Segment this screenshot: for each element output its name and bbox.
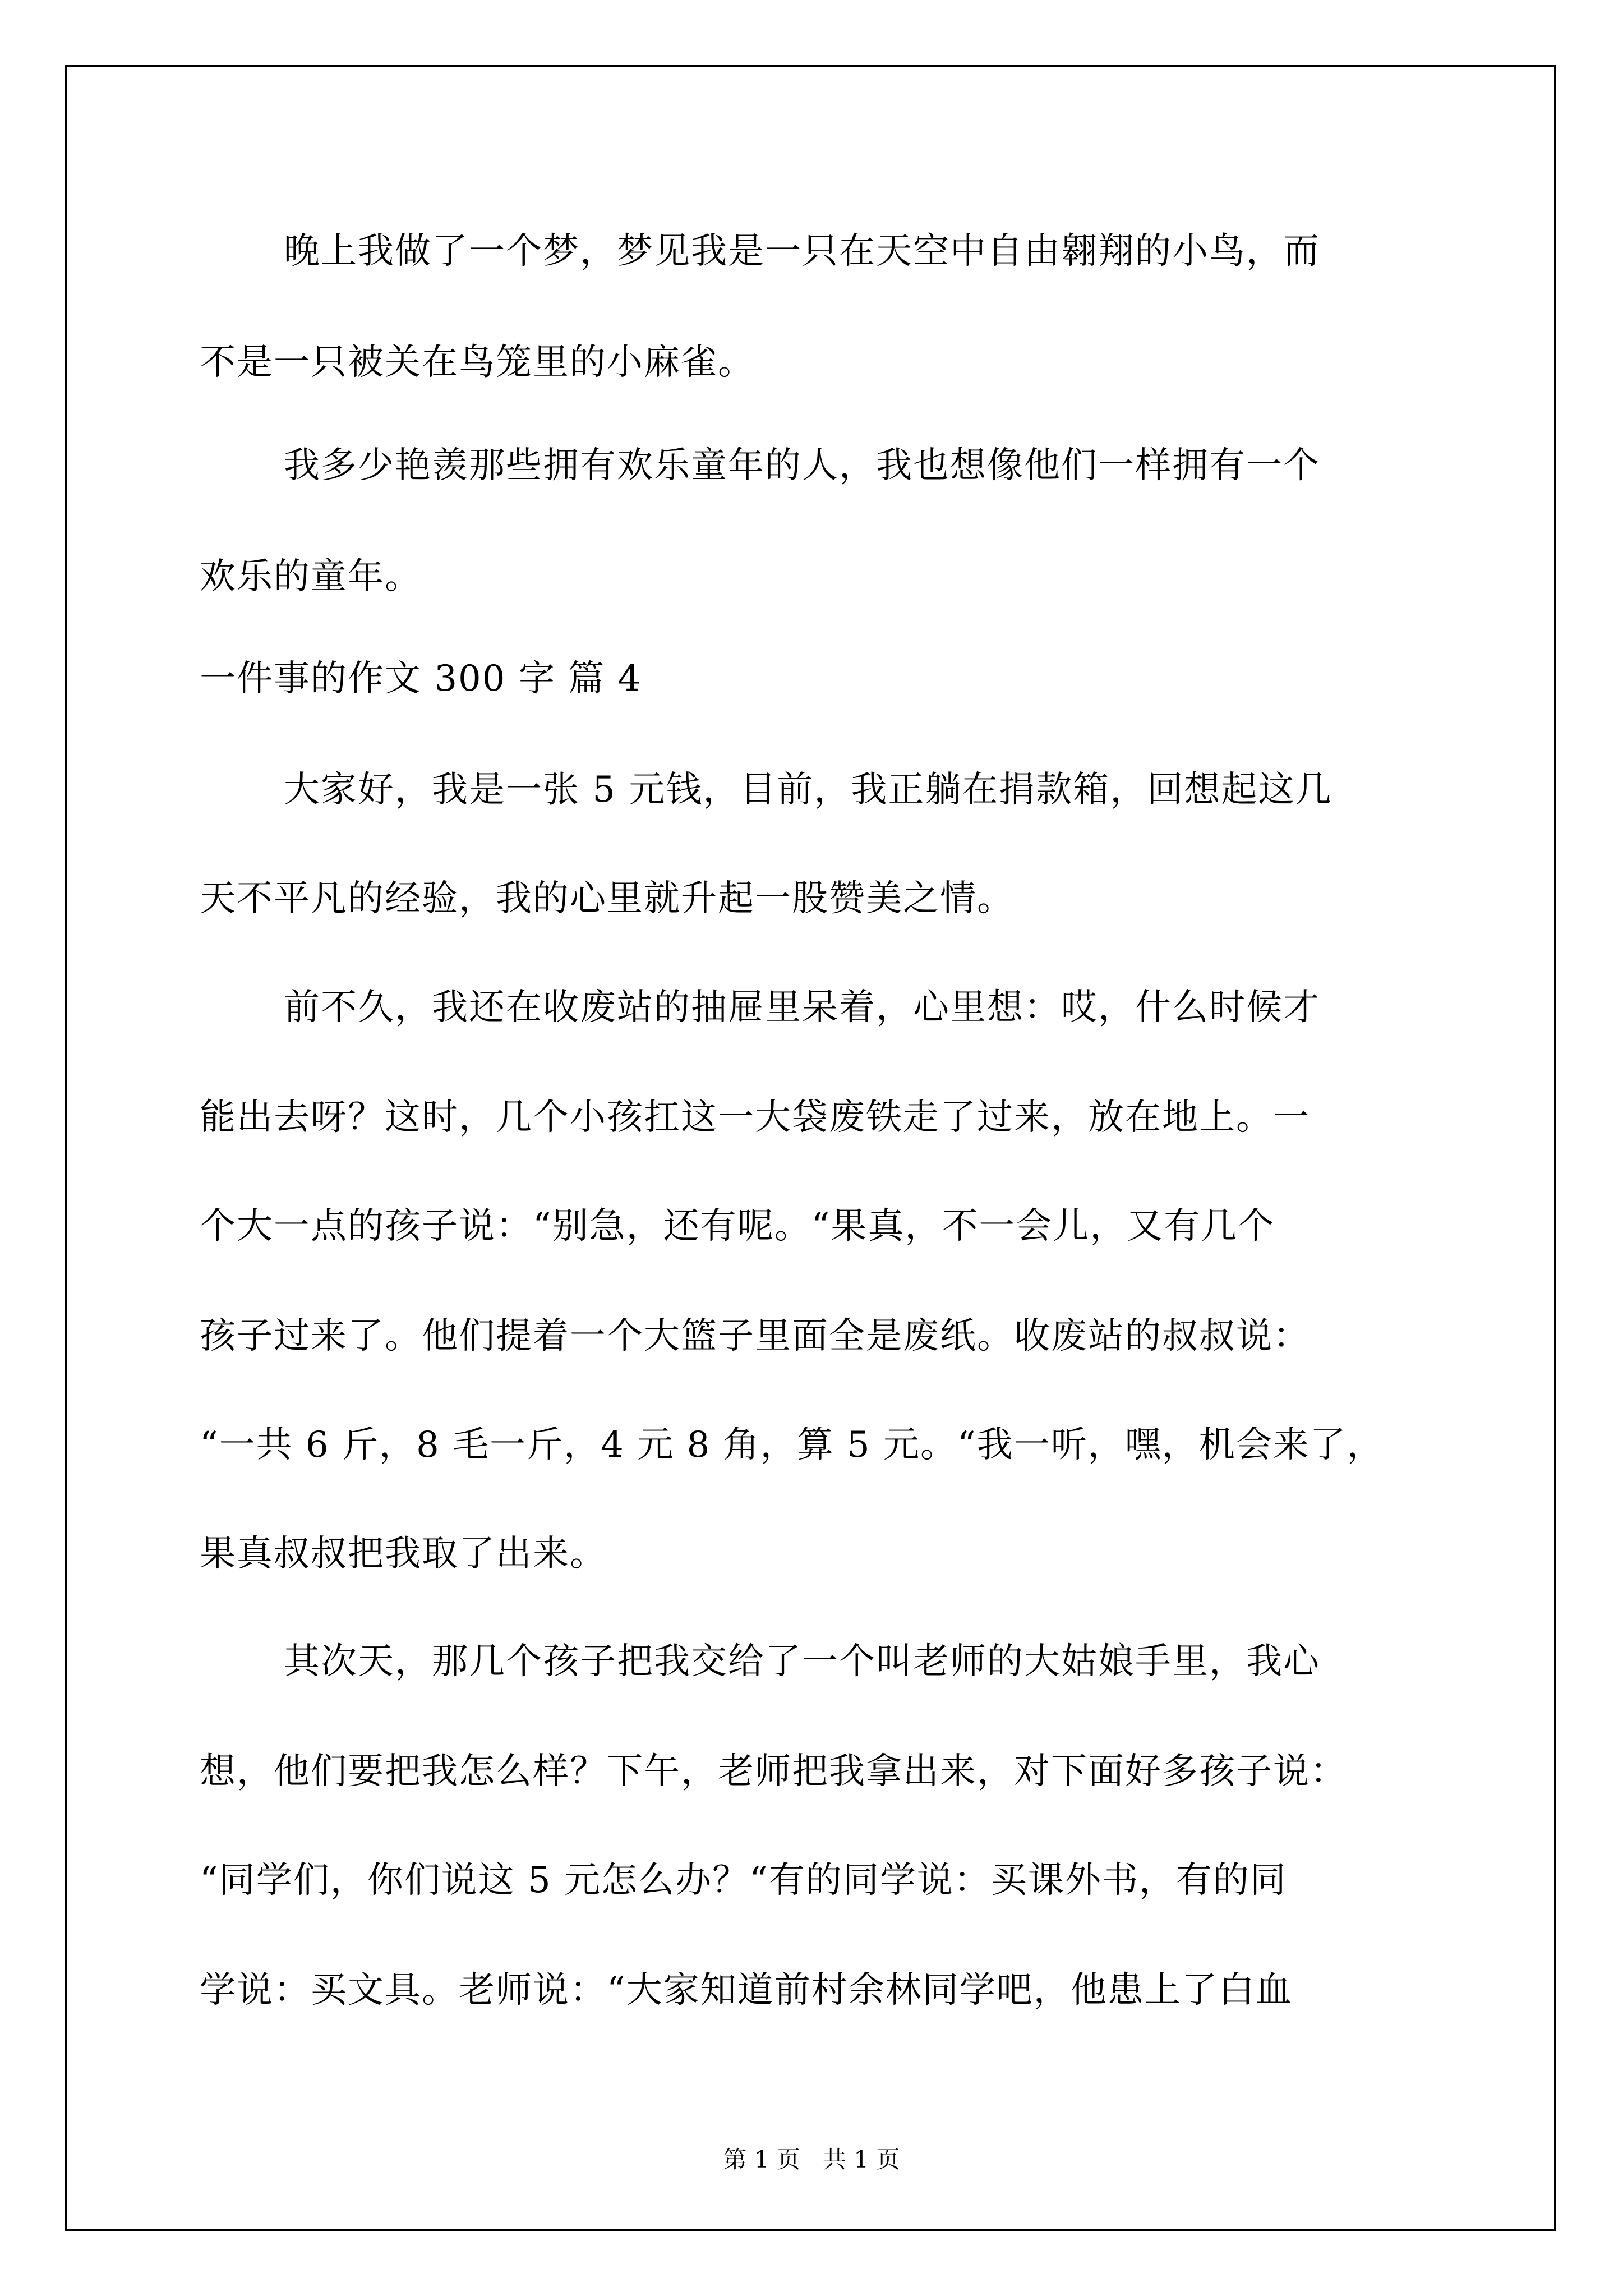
paragraph-line: 其次天，那几个孩子把我交给了一个叫老师的大姑娘手里，我心	[284, 1641, 1320, 1682]
paragraph-line: 天不平凡的经验，我的心里就升起一股赞美之情。	[200, 878, 1014, 919]
paragraph-line: 欢乐的童年。	[200, 556, 422, 597]
paragraph-line: 个大一点的孩子说：“别急，还有呢。“果真，不一会儿，又有几个	[200, 1205, 1275, 1247]
paragraph-line: 晚上我做了一个梦，梦见我是一只在天空中自由翱翔的小鸟，而	[284, 231, 1320, 272]
paragraph-line: 大家好，我是一张 5 元钱，目前，我正躺在捐款箱，回想起这几	[284, 769, 1332, 811]
page-number-footer: 第 1 页 共 1 页	[723, 2146, 900, 2173]
paragraph-line: 能出去呀？这时，几个小孩扛这一大袋废铁走了过来，放在地上。一	[200, 1097, 1310, 1138]
paragraph-line: 学说：买文具。老师说：“大家知道前村余林同学吧，他患上了白血	[200, 1970, 1293, 2011]
paragraph-line: 孩子过来了。他们提着一个大篮子里面全是废纸。收废站的叔叔说：	[200, 1315, 1310, 1357]
section-heading: 一件事的作文 300 字 篇 4	[200, 658, 642, 700]
paragraph-line: 想，他们要把我怎么样？下午，老师把我拿出来，对下面好多孩子说：	[200, 1751, 1347, 1792]
page-border	[65, 65, 1556, 2231]
paragraph-line: 不是一只被关在鸟笼里的小麻雀。	[200, 342, 755, 383]
paragraph-line: 我多少艳羡那些拥有欢乐童年的人，我也想像他们一样拥有一个	[284, 445, 1320, 486]
paragraph-line: 果真叔叔把我取了出来。	[200, 1533, 607, 1575]
paragraph-line: “一共 6 斤，8 毛一斤，4 元 8 角，算 5 元。“我一听，嘿，机会来了，	[200, 1424, 1384, 1466]
paragraph-line: 前不久，我还在收废站的抽屉里呆着，心里想：哎，什么时候才	[284, 987, 1320, 1028]
paragraph-line: “同学们，你们说这 5 元怎么办？“有的同学说：买课外书，有的同	[200, 1860, 1287, 1901]
